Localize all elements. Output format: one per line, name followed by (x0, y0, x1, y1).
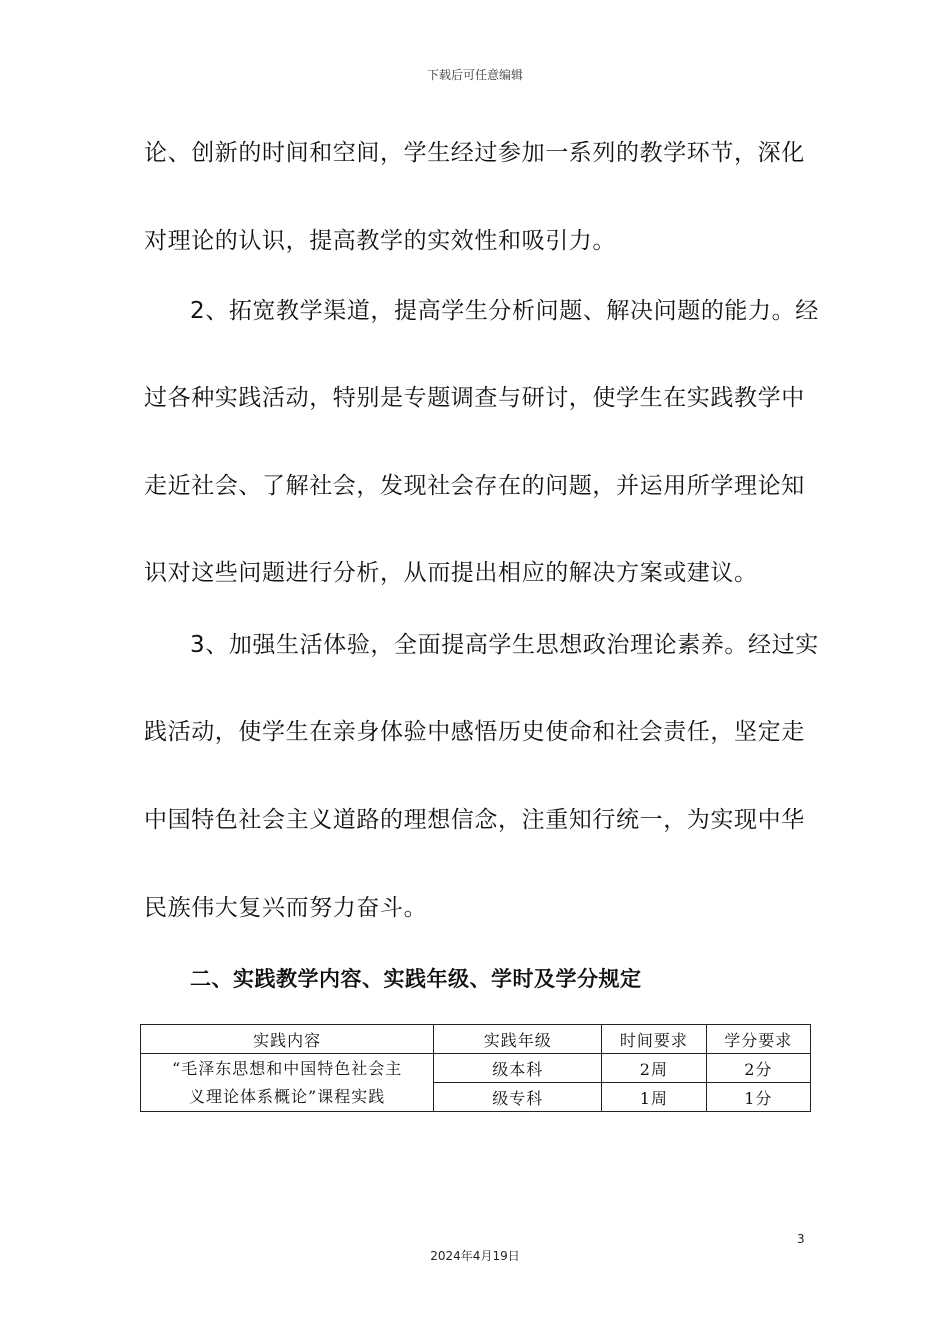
table-header-row (141, 1025, 811, 1054)
time-cell: 1周 (602, 1083, 706, 1112)
paragraph-line: 3、加强生活体验，全面提高学生思想政治理论素养。经过实 (190, 632, 819, 658)
credit-cell: 1分 (706, 1083, 810, 1112)
content-line: “毛泽东思想和中国特色社会主 (172, 1058, 403, 1078)
paragraph-line: 识对这些问题进行分析，从而提出相应的解决方案或建议。 (144, 560, 758, 586)
paragraph-line: 走近社会、了解社会，发现社会存在的问题，并运用所学理论知 (144, 473, 805, 499)
header-content: 实践内容 (141, 1025, 434, 1054)
grade-cell: 级本科 (434, 1054, 602, 1083)
footer-date: 2024年4月19日 (430, 1249, 520, 1263)
grade-cell: 级专科 (434, 1083, 602, 1112)
content-line: 义理论体系概论”课程实践 (189, 1086, 386, 1106)
paragraph-line: 践活动，使学生在亲身体验中感悟历史使命和社会责任，坚定走 (144, 719, 805, 745)
table-row (141, 1054, 811, 1083)
practice-table (140, 1024, 811, 1112)
time-cell: 2周 (602, 1054, 706, 1083)
paragraph-line: 过各种实践活动，特别是专题调查与研讨，使学生在实践教学中 (144, 385, 805, 411)
paragraph-line: 民族伟大复兴而努力奋斗。 (144, 895, 428, 921)
section-heading: 二、实践教学内容、实践年级、学时及学分规定 (190, 967, 642, 991)
page-header: 下载后可任意编辑 (426, 68, 523, 82)
paragraph-line: 2、拓宽教学渠道，提高学生分析问题、解决问题的能力。经 (190, 298, 819, 324)
header-time: 时间要求 (602, 1025, 706, 1054)
page-number: 3 (797, 1232, 805, 1246)
paragraph-line: 论、创新的时间和空间，学生经过参加一系列的教学环节，深化 (144, 140, 805, 166)
paragraph-line: 对理论的认识，提高教学的实效性和吸引力。 (144, 228, 616, 254)
paragraph-line: 中国特色社会主义道路的理想信念，注重知行统一，为实现中华 (144, 807, 805, 833)
content-cell (141, 1054, 434, 1112)
body-text (144, 0, 819, 940)
header-credit: 学分要求 (706, 1025, 810, 1054)
credit-cell: 2分 (706, 1054, 810, 1083)
header-grade: 实践年级 (434, 1025, 602, 1054)
